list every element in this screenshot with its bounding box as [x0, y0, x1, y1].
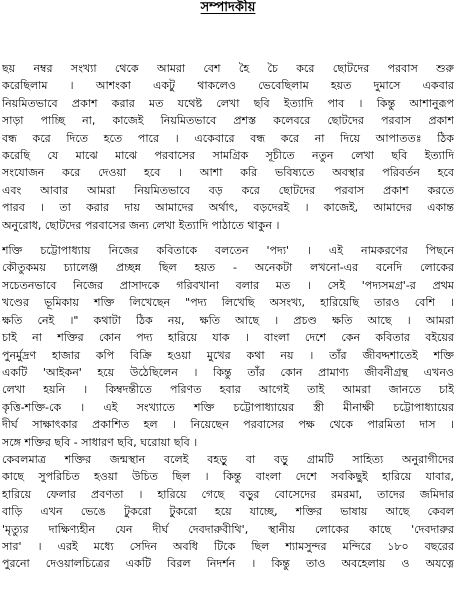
text-line: হারিয়ে ফেলার প্রবণতা । হারিয়ে গেছে বড়ুর বোসেদের রমরমা, তাদের জমিদার — [2, 487, 454, 501]
paragraph-1 — [2, 60, 454, 234]
page-title: সম্পাদকীয় — [200, 0, 256, 15]
text-line: করেছি যে মাঝে মাঝে পরবাসের সামগ্রিক সূচীতে নতুন লেখা ছবি ইত্যাদি — [2, 149, 454, 163]
text-line: করেছিলাম । আশংকা একটু থাকলেও ভেবেছিলাম হয়ত দুমাসে একবার — [2, 79, 454, 93]
text-line: অনুরোধ, ছোটদের পরবাসের জন্য লেখা ইত্যাদি পাঠাতে থাকুন । — [2, 218, 280, 232]
text-line: কেবলমাত্র শক্তির জন্মস্থান বলেই বহড়ু বা বড়ু গ্রামটি সাহিত্য অনুরাগীদের — [2, 452, 454, 466]
text-line: 'মৃত্যুর দাক্ষিণ্যহীন যেন দীর্ঘ দেবদারুবীথি', স্থানীয় লোকের কাছে 'দেবদারুর — [2, 522, 454, 536]
text-line: বাড়ি এখন ভেঙে টুকরো টুকরো হয়ে যাচ্ছে, শক্তির ভাষায় আছে কেবল — [2, 505, 454, 519]
text-line: নিয়মিতভাবে প্রকাশ করার মত যথেষ্ট লেখা ছবি ইত্যাদি পাব । কিন্তু আশানুরূপ — [2, 96, 454, 110]
editorial-body — [2, 60, 454, 573]
text-line: সার' । এরই মধ্যে সেদিন অবধি টিকে ছিল শ্যামসুন্দর মন্দিরে ১৮০ বছরের — [2, 539, 454, 553]
text-line: ছয় নম্বর সংখ্যা থেকে আমরা বেশ হৈ চৈ করে ছোটদের পরবাস শুরু — [2, 62, 454, 75]
paragraph-2 — [2, 242, 454, 451]
text-line: সঙ্গে শক্তির ছবি - সাধারণ ছবি, ঘরোয়া ছবি । — [2, 435, 198, 449]
text-line: এবং আবার আমরা নিয়মিতভাবে বড় করে ছোটদের পরবাস প্রকাশ করতে — [2, 183, 454, 197]
text-line: সচেতনভাবে নিজের প্রাসাদকে গরিবখানা বলার মত । সেই 'পদ্যসমগ্র'-র প্রথম — [2, 278, 454, 292]
text-line: কৃত্তি-শক্তি-কে । এই সংখ্যাতে শক্তি চট্টোপাধ্যায়ের স্ত্রী মীনাক্ষী চট্টোপাধ্যায়ের — [2, 400, 454, 414]
text-line: একটি 'আইকন' হয়ে উঠেছিলেন । কিন্তু তাঁর কোন প্রামাণ্য জীবনীগ্রন্থ এখনও — [2, 365, 454, 379]
paragraph-3 — [2, 451, 454, 573]
text-line: ক্ষতি নেই ।" কথাটা ঠিক নয়, ক্ষতি আছে । প্রচণ্ড ক্ষতি আছে । আমরা — [2, 313, 454, 327]
text-line: কৌতুকময় চ্যালেঞ্জ প্রচ্ছন্ন ছিল হয়ত - অনেকটা লখনো-এর বনেদি লোকের — [2, 261, 454, 275]
text-line: দীর্ঘ সাক্ষাৎকার প্রকাশিত হল । নিয়েছেন পরবাসের পক্ষ থেকে পারমিতা দাস । — [2, 418, 454, 432]
text-line: পারব । তা করার দায় আমাদের অর্থাৎ, বড়দেরই । কাজেই, আমাদের একান্ত — [2, 201, 454, 215]
paragraph-gap — [2, 234, 454, 242]
text-line: পুরনো দেওয়ালচিত্রের একটি বিরল নিদর্শন । কিন্তু তাও অবহেলায় ও অযত্নে — [2, 557, 454, 571]
text-line: কাছে সুপরিচিত হওয়া উচিত ছিল । কিন্তু বাংলা দেশে সবকিছুই হারিয়ে যাবার, — [2, 470, 454, 484]
text-line: সাড়া পাচ্ছি না, কাজেই নিয়মিতভাবে প্রশস্ত কলেবরে ছোটদের পরবাস প্রকাশ — [2, 114, 454, 128]
text-line: পুনর্মুদ্রণ হাজার কপি বিক্রি হওয়া মুখের কথা নয় । তাঁর জীবদ্দশাতেই শক্তি — [2, 348, 454, 362]
text-line: চাই না শক্তির কোন পদ্য হারিয়ে যাক । বাংলা দেশে কেন কবিতার বইয়ের — [2, 331, 454, 345]
text-line: খণ্ডের ভূমিকায় শক্তি লিখেছেন "পদ্য লিখেছি অসংখ্য, হারিয়েছি তারও বেশি । — [2, 296, 454, 310]
text-line: বন্ধ করে দিতে হতে পারে । একেবারে বন্ধ করে না দিয়ে আপাততঃ ঠিক — [2, 131, 454, 145]
text-line: সংযোজন করে দেওয়া হবে । আশা করি ভবিষ্যতে অবস্থার পরিবর্তন হবে — [2, 166, 454, 180]
text-line: শক্তি চট্টোপাধ্যায় নিজের কবিতাকে বলতেন 'পদ্য' । এই নামকরণের পিছনে — [2, 244, 454, 258]
text-line: লেখা হয়নি । কিম্বদন্তীতে পরিণত হবার আগেই তাই আমরা জানতে চাই — [2, 383, 454, 397]
